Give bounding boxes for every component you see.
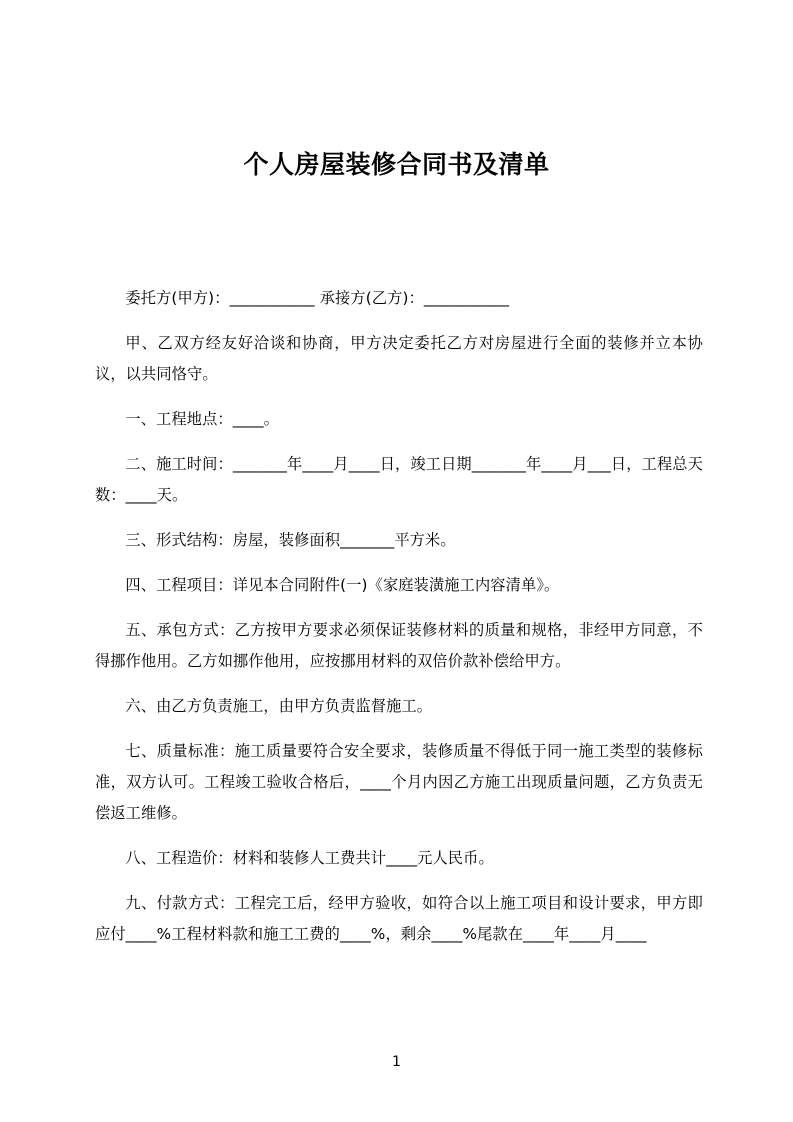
- clause-3-structure: 三、形式结构：房屋，装修面积_______平方米。: [125, 531, 456, 549]
- clause-2-construction-time: 二、施工时间：_______年____月____日，竣工日期_______年____月___日，工程总天数：____天。: [95, 455, 703, 504]
- paragraph-preamble: 甲、乙双方经友好洽谈和协商，甲方决定委托乙方对房屋进行全面的装修并立本协议，以共同恪守。: [95, 334, 703, 383]
- clause-4-project-items: 四、工程项目：详见本合同附件(一)《家庭装潢施工内容清单》。: [125, 576, 560, 594]
- document-body: [95, 283, 703, 950]
- paragraph-parties: 委托方(甲方)：___________ 承接方(乙方)：___________: [125, 289, 510, 307]
- clause-7-quality-standard: 七、质量标准：施工质量要符合安全要求，装修质量不得低于同一施工类型的装修标准，双方认可。工程竣工验收合格后，____个月内因乙方施工出现质量问题，乙方负责无偿返工维修。: [95, 742, 703, 822]
- clause-6-responsibilities: 六、由乙方负责施工，由甲方负责监督施工。: [125, 697, 433, 715]
- clause-5-contracting-method: 五、承包方式：乙方按甲方要求必须保证装修材料的质量和规格，非经甲方同意，不得挪作他用。乙方如挪作他用，应按挪用材料的双倍价款补偿给甲方。: [95, 621, 703, 670]
- page-title: 个人房屋装修合同书及清单: [243, 149, 550, 179]
- clause-1-project-location: 一、工程地点：____。: [125, 410, 280, 428]
- clause-8-project-cost: 八、工程造价：材料和装修人工费共计____元人民币。: [125, 849, 494, 867]
- page-number: 1: [392, 1054, 401, 1070]
- clause-9-payment-method: 九、付款方式：工程完工后，经甲方验收，如符合以上施工项目和设计要求，甲方即应付____%工程材料款和施工工费的____%，剩余____%尾款在____年____月____: [95, 894, 703, 943]
